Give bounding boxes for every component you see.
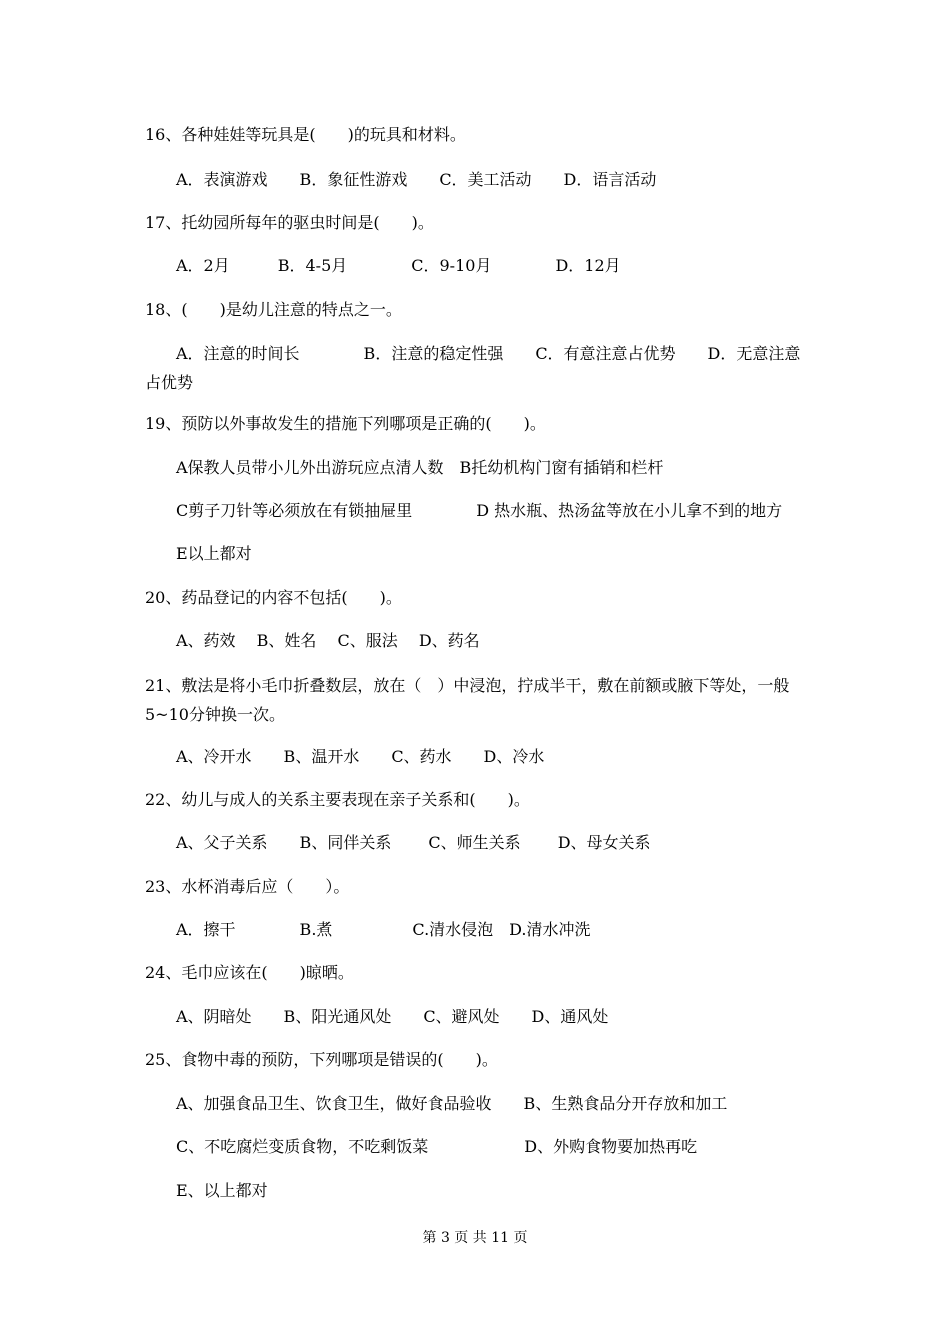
question-18-stem: 18、( )是幼儿注意的特点之一。 [145, 300, 402, 319]
question-23-stem: 23、水杯消毒后应（ ）。 [145, 877, 350, 896]
page-footer: 第 3 页 共 11 页 [422, 1230, 528, 1246]
question-25-stem: 25、食物中毒的预防，下列哪项是错误的( )。 [145, 1050, 498, 1069]
question-16-stem: 16、各种娃娃等玩具是( )的玩具和材料。 [145, 125, 466, 144]
question-22-stem: 22、幼儿与成人的关系主要表现在亲子关系和( )。 [145, 790, 530, 809]
question-25-option-cd: C、不吃腐烂变质食物，不吃剩饭菜 D、外购食物要加热再吃 [176, 1137, 698, 1156]
question-17-stem: 17、托幼园所每年的驱虫时间是( )。 [145, 213, 434, 232]
question-25-option-e: E、以上都对 [176, 1181, 268, 1200]
question-20-options: A、药效 B、姓名 C、服法 D、药名 [176, 631, 480, 650]
question-19-option-cd: C剪子刀针等必须放在有锁抽屉里 D 热水瓶、热汤盆等放在小儿拿不到的地方 [176, 501, 783, 520]
question-16-options: A．表演游戏 B．象征性游戏 C．美工活动 D．语言活动 [176, 170, 657, 189]
question-18-options: A．注意的时间长 B．注意的稳定性强 C．有意注意占优势 D．无意注意占优势 [145, 344, 801, 392]
question-25-option-ab: A、加强食品卫生、饮食卫生，做好食品验收 B、生熟食品分开存放和加工 [176, 1094, 728, 1113]
question-20-stem: 20、药品登记的内容不包括( )。 [145, 588, 402, 607]
question-23-options: A．擦干 B.煮 C.清水侵泡 D.清水冲洗 [176, 920, 591, 939]
question-17-options: A．2月 B．4-5月 C．9-10月 D．12月 [176, 256, 621, 275]
question-19-stem: 19、预防以外事故发生的措施下列哪项是正确的( )。 [145, 414, 546, 433]
question-24-options: A、阴暗处 B、阳光通风处 C、避风处 D、通风处 [176, 1007, 609, 1026]
question-19-option-e: E以上都对 [176, 544, 252, 563]
question-24-stem: 24、毛巾应该在( )晾晒。 [145, 963, 354, 982]
question-19-option-ab: A保教人员带小儿外出游玩应点清人数 B托幼机构门窗有插销和栏杆 [176, 458, 664, 477]
question-21-stem: 21、敷法是将小毛巾折叠数层，放在（ ）中浸泡，拧成半干，敷在前额或腋下等处，一般5~10分钟换一次。 [145, 676, 790, 724]
question-22-options: A、父子关系 B、同伴关系 C、师生关系 D、母女关系 [176, 833, 651, 852]
question-21-options: A、冷开水 B、温开水 C、药水 D、冷水 [176, 747, 545, 766]
